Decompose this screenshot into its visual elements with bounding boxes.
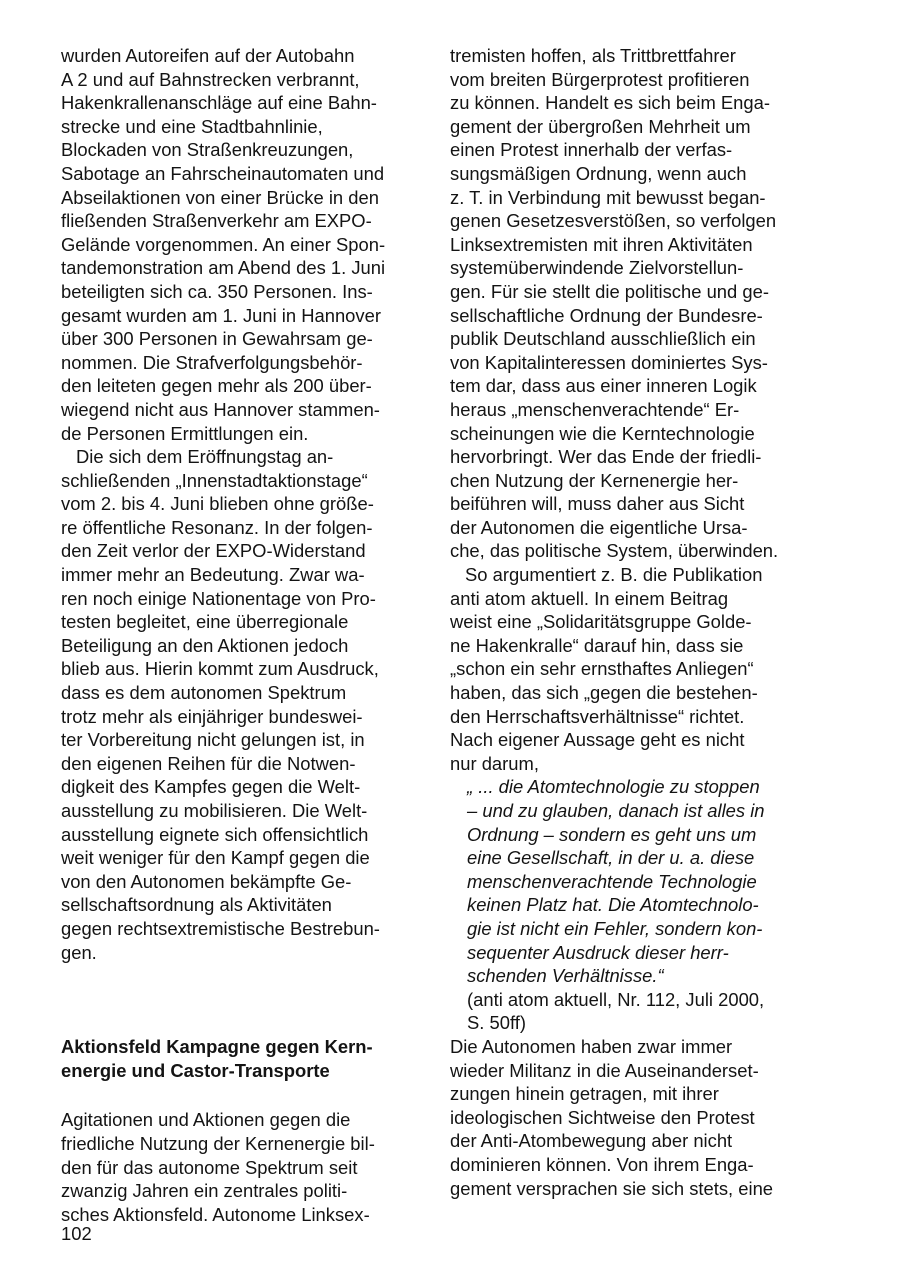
text-line: che, das politische System, überwinden. — [450, 540, 779, 562]
text-line: haben, das sich „gegen die bestehen- — [450, 682, 758, 704]
text-line: eine Gesellschaft, in der u. a. diese — [467, 847, 755, 869]
text-line: der Autonomen die eigentliche Ursa- — [450, 516, 748, 538]
text-line: beiführen will, muss daher aus Sicht — [450, 493, 745, 515]
text-line: ter Vorbereitung nicht gelungen ist, in — [61, 729, 365, 751]
text-line: tandemonstration am Abend des 1. Juni — [61, 257, 386, 279]
text-line: wieder Militanz in die Auseinanderset- — [450, 1059, 759, 1081]
text-line: trotz mehr als einjähriger bundeswei- — [61, 705, 363, 727]
text-line: weit weniger für den Kampf gegen die — [61, 847, 370, 869]
section-gap — [61, 964, 413, 1035]
text-line: den leiteten gegen mehr als 200 über- — [61, 375, 372, 397]
text-line: testen begleitet, eine überregionale — [61, 611, 349, 633]
text-line: energie und Castor-Transporte — [61, 1059, 330, 1081]
text-line: nommen. Die Strafverfolgungsbehör- — [61, 351, 363, 373]
text-line: ideologischen Sichtweise den Protest — [450, 1106, 755, 1128]
text-line: weist eine „Solidaritätsgruppe Golde- — [450, 611, 752, 633]
text-line: schließenden „Innenstadtaktionstage“ — [61, 469, 368, 491]
paragraph — [450, 563, 802, 775]
text-line: Nach eigener Aussage geht es nicht — [450, 729, 745, 751]
text-line: den eigenen Reihen für die Notwen- — [61, 752, 356, 774]
text-line: zwanzig Jahren ein zentrales politi- — [61, 1180, 348, 1202]
text-line: anti atom aktuell. In einem Beitrag — [450, 587, 729, 609]
text-line: gen. — [61, 941, 97, 963]
text-line: Die Autonomen haben zwar immer — [450, 1035, 733, 1057]
text-line: fließenden Straßenverkehr am EXPO- — [61, 210, 372, 232]
text-line: hervorbringt. Wer das Ende der friedli- — [450, 446, 762, 468]
text-line: sellschaftliche Ordnung der Bundesre- — [450, 304, 763, 326]
quote-citation — [450, 988, 802, 1035]
text-line: de Personen Ermittlungen ein. — [61, 422, 309, 444]
paragraph — [61, 1108, 413, 1226]
text-line: systemüberwindende Zielvorstellun- — [450, 257, 744, 279]
text-line: sellschaftsordnung als Aktivitäten — [61, 894, 332, 916]
text-line: menschenverachtende Technologie — [467, 870, 757, 892]
text-line: nur darum, — [450, 752, 539, 774]
text-line: gegen rechtsextremistische Bestrebun- — [61, 917, 380, 939]
text-line: gement der übergroßen Mehrheit um — [450, 115, 751, 137]
text-line: Gelände vorgenommen. An einer Spon- — [61, 233, 386, 255]
text-line: schenden Verhältnisse.“ — [467, 965, 664, 987]
text-line: Agitationen und Aktionen gegen die — [61, 1109, 351, 1131]
text-line: gesamt wurden am 1. Juni in Hannover — [61, 304, 381, 326]
text-line: keinen Platz hat. Die Atomtechnolo- — [467, 894, 759, 916]
text-line: Hakenkrallenanschläge auf eine Bahn- — [61, 92, 377, 114]
text-line: ausstellung eignete sich offensichtlich — [61, 823, 369, 845]
text-line: scheinungen wie die Kerntechnologie — [450, 422, 755, 444]
text-line: publik Deutschland ausschließlich ein — [450, 328, 756, 350]
text-line: gen. Für sie stellt die politische und ge- — [450, 280, 769, 302]
text-line: chen Nutzung der Kernenergie her- — [450, 469, 739, 491]
text-line: immer mehr an Bedeutung. Zwar wa- — [61, 564, 365, 586]
text-line: der Anti-Atombewegung aber nicht — [450, 1130, 733, 1152]
text-line: den Herrschaftsverhältnisse“ richtet. — [450, 705, 745, 727]
text-line: sches Aktionsfeld. Autonome Linksex- — [61, 1203, 370, 1225]
text-line: einen Protest innerhalb der verfas- — [450, 139, 733, 161]
text-line: ren noch einige Nationentage von Pro- — [61, 587, 376, 609]
text-line: – und zu glauben, danach ist alles in — [467, 800, 765, 821]
text-line: A 2 und auf Bahnstrecken verbrannt, — [61, 68, 360, 90]
text-line: friedliche Nutzung der Kernenergie bil- — [61, 1132, 375, 1154]
text-line: Blockaden von Straßenkreuzungen, — [61, 139, 354, 161]
text-line: gie ist nicht ein Fehler, sondern kon- — [467, 917, 763, 939]
right-column — [450, 44, 802, 1200]
text-line: ne Hakenkralle“ darauf hin, dass sie — [450, 634, 744, 656]
text-line: z. T. in Verbindung mit bewusst began- — [450, 186, 766, 208]
text-line: dominieren können. Von ihrem Enga- — [450, 1153, 754, 1175]
text-line: „ ... die Atomtechnologie zu stoppen — [467, 776, 760, 798]
text-line: digkeit des Kampfes gegen die Welt- — [61, 776, 361, 798]
text-line: So argumentiert z. B. die Publikation — [465, 564, 763, 586]
text-line: dass es dem autonomen Spektrum — [61, 682, 347, 704]
block-quote — [450, 775, 802, 987]
text-line: S. 50ff) — [467, 1012, 526, 1034]
text-line: den Zeit verlor der EXPO-Widerstand — [61, 540, 366, 562]
text-line: tem dar, dass aus einer inneren Logik — [450, 375, 757, 397]
text-line: vom breiten Bürgerprotest profitieren — [450, 68, 750, 90]
text-line: strecke und eine Stadtbahnlinie, — [61, 115, 323, 137]
text-line: wurden Autoreifen auf der Autobahn — [61, 45, 355, 66]
section-heading — [61, 1035, 413, 1082]
text-line: sungsmäßigen Ordnung, wenn auch — [450, 162, 747, 184]
text-line: wiegend nicht aus Hannover stammen- — [61, 398, 380, 420]
text-line: tremisten hoffen, als Trittbrettfahrer — [450, 45, 736, 66]
text-line: sequenter Ausdruck dieser herr- — [467, 941, 729, 963]
text-line: Aktionsfeld Kampagne gegen Kern- — [61, 1036, 373, 1058]
text-line: den für das autonome Spektrum seit — [61, 1156, 358, 1178]
text-line: gement versprachen sie sich stets, eine — [450, 1177, 774, 1199]
text-line: Beteiligung an den Aktionen jedoch — [61, 634, 349, 656]
paragraph — [61, 445, 413, 964]
text-line: über 300 Personen in Gewahrsam ge- — [61, 328, 373, 350]
text-line: Linksextremisten mit ihren Aktivitäten — [450, 233, 753, 255]
text-line: „schon ein sehr ernsthaftes Anliegen“ — [450, 658, 754, 680]
text-line: ausstellung zu mobilisieren. Die Welt- — [61, 800, 368, 821]
paragraph — [450, 44, 802, 563]
text-line: vom 2. bis 4. Juni blieben ohne größe- — [61, 493, 374, 515]
left-column — [61, 44, 413, 1226]
text-line: von den Autonomen bekämpfte Ge- — [61, 870, 352, 892]
text-line: zu können. Handelt es sich beim Enga- — [450, 92, 770, 114]
text-line: Sabotage an Fahrscheinautomaten und — [61, 162, 385, 184]
page-number: 102 — [61, 1223, 92, 1244]
text-line: von Kapitalinteressen dominiertes Sys- — [450, 351, 768, 373]
text-line: zungen hinein getragen, mit ihrer — [450, 1083, 719, 1105]
heading-gap — [61, 1082, 413, 1108]
text-line: genen Gesetzesverstößen, so verfolgen — [450, 210, 777, 232]
text-line: blieb aus. Hierin kommt zum Ausdruck, — [61, 658, 379, 680]
text-line: (anti atom aktuell, Nr. 112, Juli 2000, — [467, 988, 765, 1010]
text-line: Ordnung – sondern es geht uns um — [467, 823, 757, 845]
text-line: beteiligten sich ca. 350 Personen. Ins- — [61, 280, 373, 302]
paragraph — [61, 44, 413, 445]
text-line: Abseilaktionen von einer Brücke in den — [61, 186, 379, 208]
text-line: re öffentliche Resonanz. In der folgen- — [61, 516, 373, 538]
text-line: heraus „menschenverachtende“ Er- — [450, 398, 740, 420]
paragraph — [450, 1035, 802, 1200]
text-line: Die sich dem Eröffnungstag an- — [76, 446, 334, 468]
